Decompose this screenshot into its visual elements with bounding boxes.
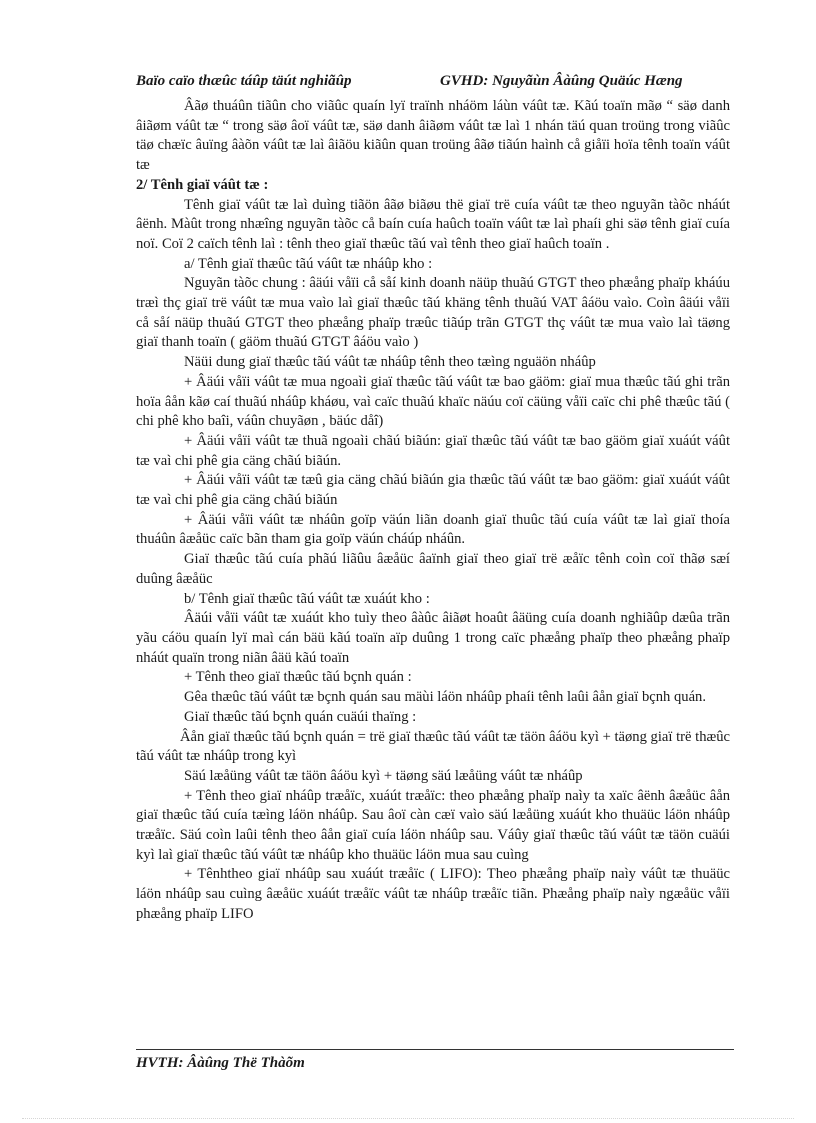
list-item: + Âäúi våïi váût tæ mua ngoaìi giaï thæûc tãú váût tæ bao gäöm: giaï mua thæûc tãú ghi trãn hoïa âån kãø caí thuãú nháûp kháøu, vaì caïc thuãú khaïc näúu coï cäüng våïi caïc chi phê thæûc tãú ( chi phê kho baîi, váûn chuyãøn , bäúc dåî) [136,373,730,430]
report-title: Baïo caïo thæûc táûp täút nghiãûp [136,73,352,89]
section-heading: 2/ Tênh giaï váût tæ : [136,176,269,193]
paragraph: Nguyãn tàõc chung : âäúi våïi cå såí kinh doanh näüp thuãú GTGT theo phæång phaïp kháúu træì thç giaï trë váût tæ mua vaìo laì giaï thæûc tãú khäng tênh thuãú VAT âáöu vaìo. Coìn âäúi våïi cå såí näüp thuãú GTGT theo phæång phaïp træûc tiãúp trãn GTGT thç váût tæ mua vaìo laì täøng giaï thanh toaïn ( gäöm thuãú GTGT âáöu vaìo ) [136,275,730,351]
paragraph: Giaï thæûc tãú bçnh quán cuäúi thaïng : [184,708,417,725]
list-item: + Âäúi våïi váût tæ thuã ngoaìi chãú biãún: giaï thæûc tãú váût tæ bao gäöm giaï xuáút váût tæ vaì chi phê gia cäng chãú biãún. [136,432,730,469]
subsection-heading: a/ Tênh giaï thæûc tãú váût tæ nháûp kho : [184,255,433,272]
student-name: HVTH: Âàûng Thë Thàõm [136,1055,305,1071]
document-body [136,97,730,925]
paragraph: Näüi dung giaï thæûc tãú váût tæ nháûp tênh theo tæìng nguäön nháûp [184,354,596,371]
list-item: + Tênhtheo giaï nháûp sau xuáút træåïc ( LIFO): Theo phæång phaïp naìy váût tæ thuäüc láön nháûp sau cuìng âæåüc xuáút træåïc váût tæ nháûp træåïc tiãn. Phæång phaïp naìy ngæåüc våïi phæång phaïp LIFO [136,866,730,922]
list-item: + Âäúi våïi váût tæ nháûn goïp väún liãn doanh giaï thuûc tãú cuía váût tæ laì giaï thoía thuáûn âæåüc caïc bãn tham gia goïp väún cháúp nháûn. [136,511,730,548]
list-item: + Tênh theo giaï nháûp træåïc, xuáút træåïc: theo phæång phaïp naìy ta xaïc âënh âæåüc âån giaï thæûc tãú cuía tæìng láön nháûp. Sau âoï càn cæï vaìo säú læåüng xuáút kho thuäüc láön nháûp træåïc. Säú coìn laûi tênh theo âån giaï cuía láön nháûp sau. Váûy giaï thæûc tãú váût tæ täön cuäúi kyì laì giaï thæûc tãú váût tæ nháûp kho thuäüc láön mua sau cuìng [136,787,730,863]
list-item: + Tênh theo giaï thæûc tãú bçnh quán : [184,669,412,686]
paragraph: Âäúi våïi váût tæ xuáút kho tuìy theo âàûc âiãøt hoaût âäüng cuía doanh nghiãûp dæûa trãn yãu cáöu quaín lyï maì cán bäü kãú toaïn aïp duûng 1 trong caïc phæång phaïp theo phæång phaïp nháút quaïn trong niãn âäü kãú toaïn [136,610,730,666]
footer-divider [136,1049,734,1050]
page-bottom-border [22,1118,794,1119]
list-item: + Âäúi våïi váût tæ tæû gia cäng chãú biãún gia thæûc tãú váût tæ bao gäöm: giaï xuáút váût tæ vaì chi phê gia cäng chãú biãún [136,472,730,509]
subsection-heading: b/ Tênh giaï thæûc tãú váût tæ xuáút kho : [184,590,430,607]
paragraph: Giaï thæûc tãú cuía phãú liãûu âæåüc âaïnh giaï theo giaï trë æåïc tênh coìn coï thãø sæí duûng âæåüc [136,551,730,587]
formula-denominator: Säú læåüng váût tæ täön âáöu kyì + täøng säú læåüng váût tæ nháûp [184,767,583,784]
supervisor-name: GVHD: Nguyãùn Âàûng Quäúc Hæng [440,73,683,89]
paragraph: Âãø thuáûn tiãûn cho viãûc quaín lyï traïnh nháöm láùn váût tæ. Kãú toaïn mãø “ säø danh âiãøm váût tæ “ trong säø âoï váût tæ, säø danh âiãøm váût tæ laì 1 nhán täú quan troüng trong viãûc täø chæïc âuïng âàõn váût tæ laì âiãöu kiãûn quan troüng âãø tiãún haình cå giåïi hoïa tênh toaïn váût tæ [136,98,730,174]
paragraph: Tênh giaï váût tæ laì duìng tiãön âãø biãøu thë giaï trë cuía váût tæ theo nguyãn tàõc nháút âënh. Màût trong nhæîng nguyãn tàõc cå baín cuía haûch toaïn váût tæ laì phaíi ghi säø tênh giaï cuía noï. Coï 2 caïch tênh laì : tênh theo giaï thæûc tãú vaì tênh theo giaï haûch toaïn . [136,196,730,252]
formula: Âån giaï thæûc tãú bçnh quán = trë giaï thæûc tãú váût tæ täön âáöu kyì + täøng giaï trë thæûc tãú váût tæ nháûp trong kyì [136,728,730,765]
paragraph: Gêa thæûc tãú váût tæ bçnh quán sau mäùi láön nháûp phaíi tênh laûi âån giaï bçnh quán. [184,689,706,706]
